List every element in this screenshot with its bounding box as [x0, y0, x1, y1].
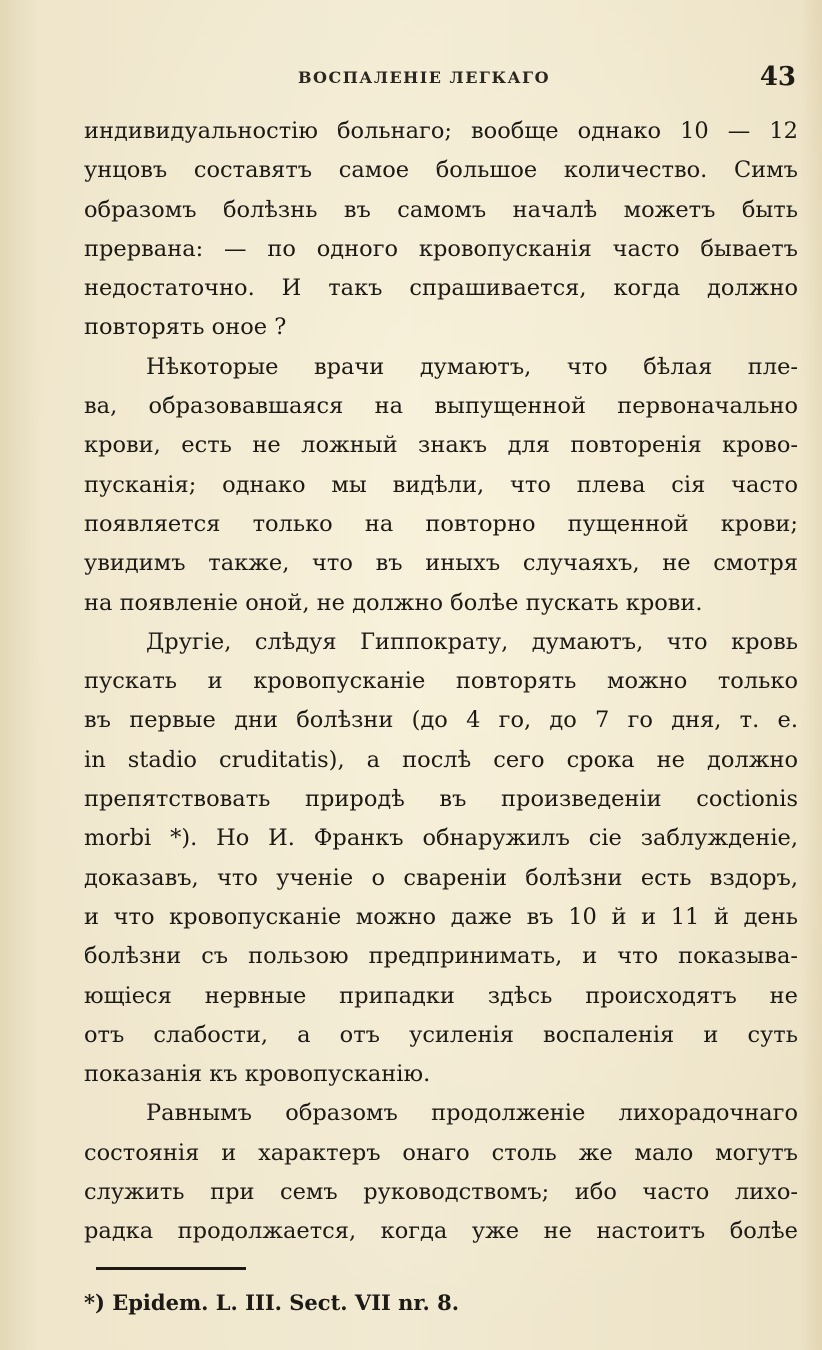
text-line: отъ слабости, а отъ усиленія воспаленія и суть [84, 1021, 798, 1048]
running-title: ВОСПАЛЕНІЕ ЛЕГКАГО [298, 68, 551, 87]
text-line: образомъ болѣзнь въ самомъ началѣ можетъ быть [84, 196, 798, 223]
text-line: служить при семъ руководствомъ; ибо часто лихо- [84, 1179, 798, 1206]
text-line: недостаточно. И такъ спрашивается, когда должно [84, 275, 798, 302]
text-line: состоянія и характеръ онаго столь же мало могутъ [84, 1139, 798, 1166]
text-line: увидимъ также, что въ иныхъ случаяхъ, не смотря [84, 550, 798, 577]
text-line: доказавъ, что ученіе о свареніи болѣзни есть вздоръ, [84, 864, 798, 891]
page-number: 43 [759, 62, 796, 92]
text-line: унцовъ составятъ самое большое количество. Симъ [84, 157, 798, 184]
text-line: и что кровопусканіе можно даже въ 10 й и 11 й день [84, 903, 798, 930]
text-line: Другіе, слѣдуя Гиппократу, думаютъ, что кровь [146, 628, 798, 655]
text-line: индивидуальностію больнаго; вообще однако 10 — 12 [84, 118, 798, 144]
footnote: *) Epidem. L. III. Sect. VII nr. 8. [84, 1290, 460, 1315]
text-line: препятствовать природѣ въ произведеніи coctionis [84, 786, 798, 813]
text-line: Равнымъ образомъ продолженіе лихорадочнаго [146, 1100, 798, 1127]
text-line: крови, есть не ложный знакъ для повторенія крово- [84, 432, 798, 459]
text-line: пусканія; однако мы видѣли, что плева сія часто [84, 471, 798, 498]
text-line: morbi *). Но И. Франкъ обнаружилъ сіе заблужденіе, [84, 825, 798, 852]
text-line: in stadio cruditatis), а послѣ сего срока не должно [84, 746, 798, 773]
text-line: прервана: — по одного кровопусканія часто бываетъ [84, 235, 798, 262]
text-line: радка продолжается, когда уже не настоитъ болѣе [84, 1218, 798, 1245]
text-line: появляется только на повторно пущенной крови; [84, 510, 798, 537]
text-line: Нѣкоторые врачи думаютъ, что бѣлая пле- [146, 353, 798, 380]
text-line: повторять оное ? [84, 314, 287, 341]
text-line: болѣзни съ пользою предпринимать, и что показыва- [84, 943, 798, 970]
footnote-rule [96, 1267, 246, 1270]
text-line: ющіеся нервные припадки здѣсь происходятъ не [84, 982, 798, 1009]
body-text [84, 112, 798, 1252]
text-line: показанія къ кровопусканію. [84, 1061, 431, 1088]
text-line: пускать и кровопусканіе повторять можно только [84, 668, 798, 695]
page-header [84, 62, 798, 96]
text-line: на появленіе оной, не должно болѣе пускать крови. [84, 589, 703, 616]
text-line: ва, образовавшаяся на выпущенной первоначально [84, 393, 798, 420]
text-line: въ первые дни болѣзни (до 4 го, до 7 го дня, т. е. [84, 707, 798, 734]
